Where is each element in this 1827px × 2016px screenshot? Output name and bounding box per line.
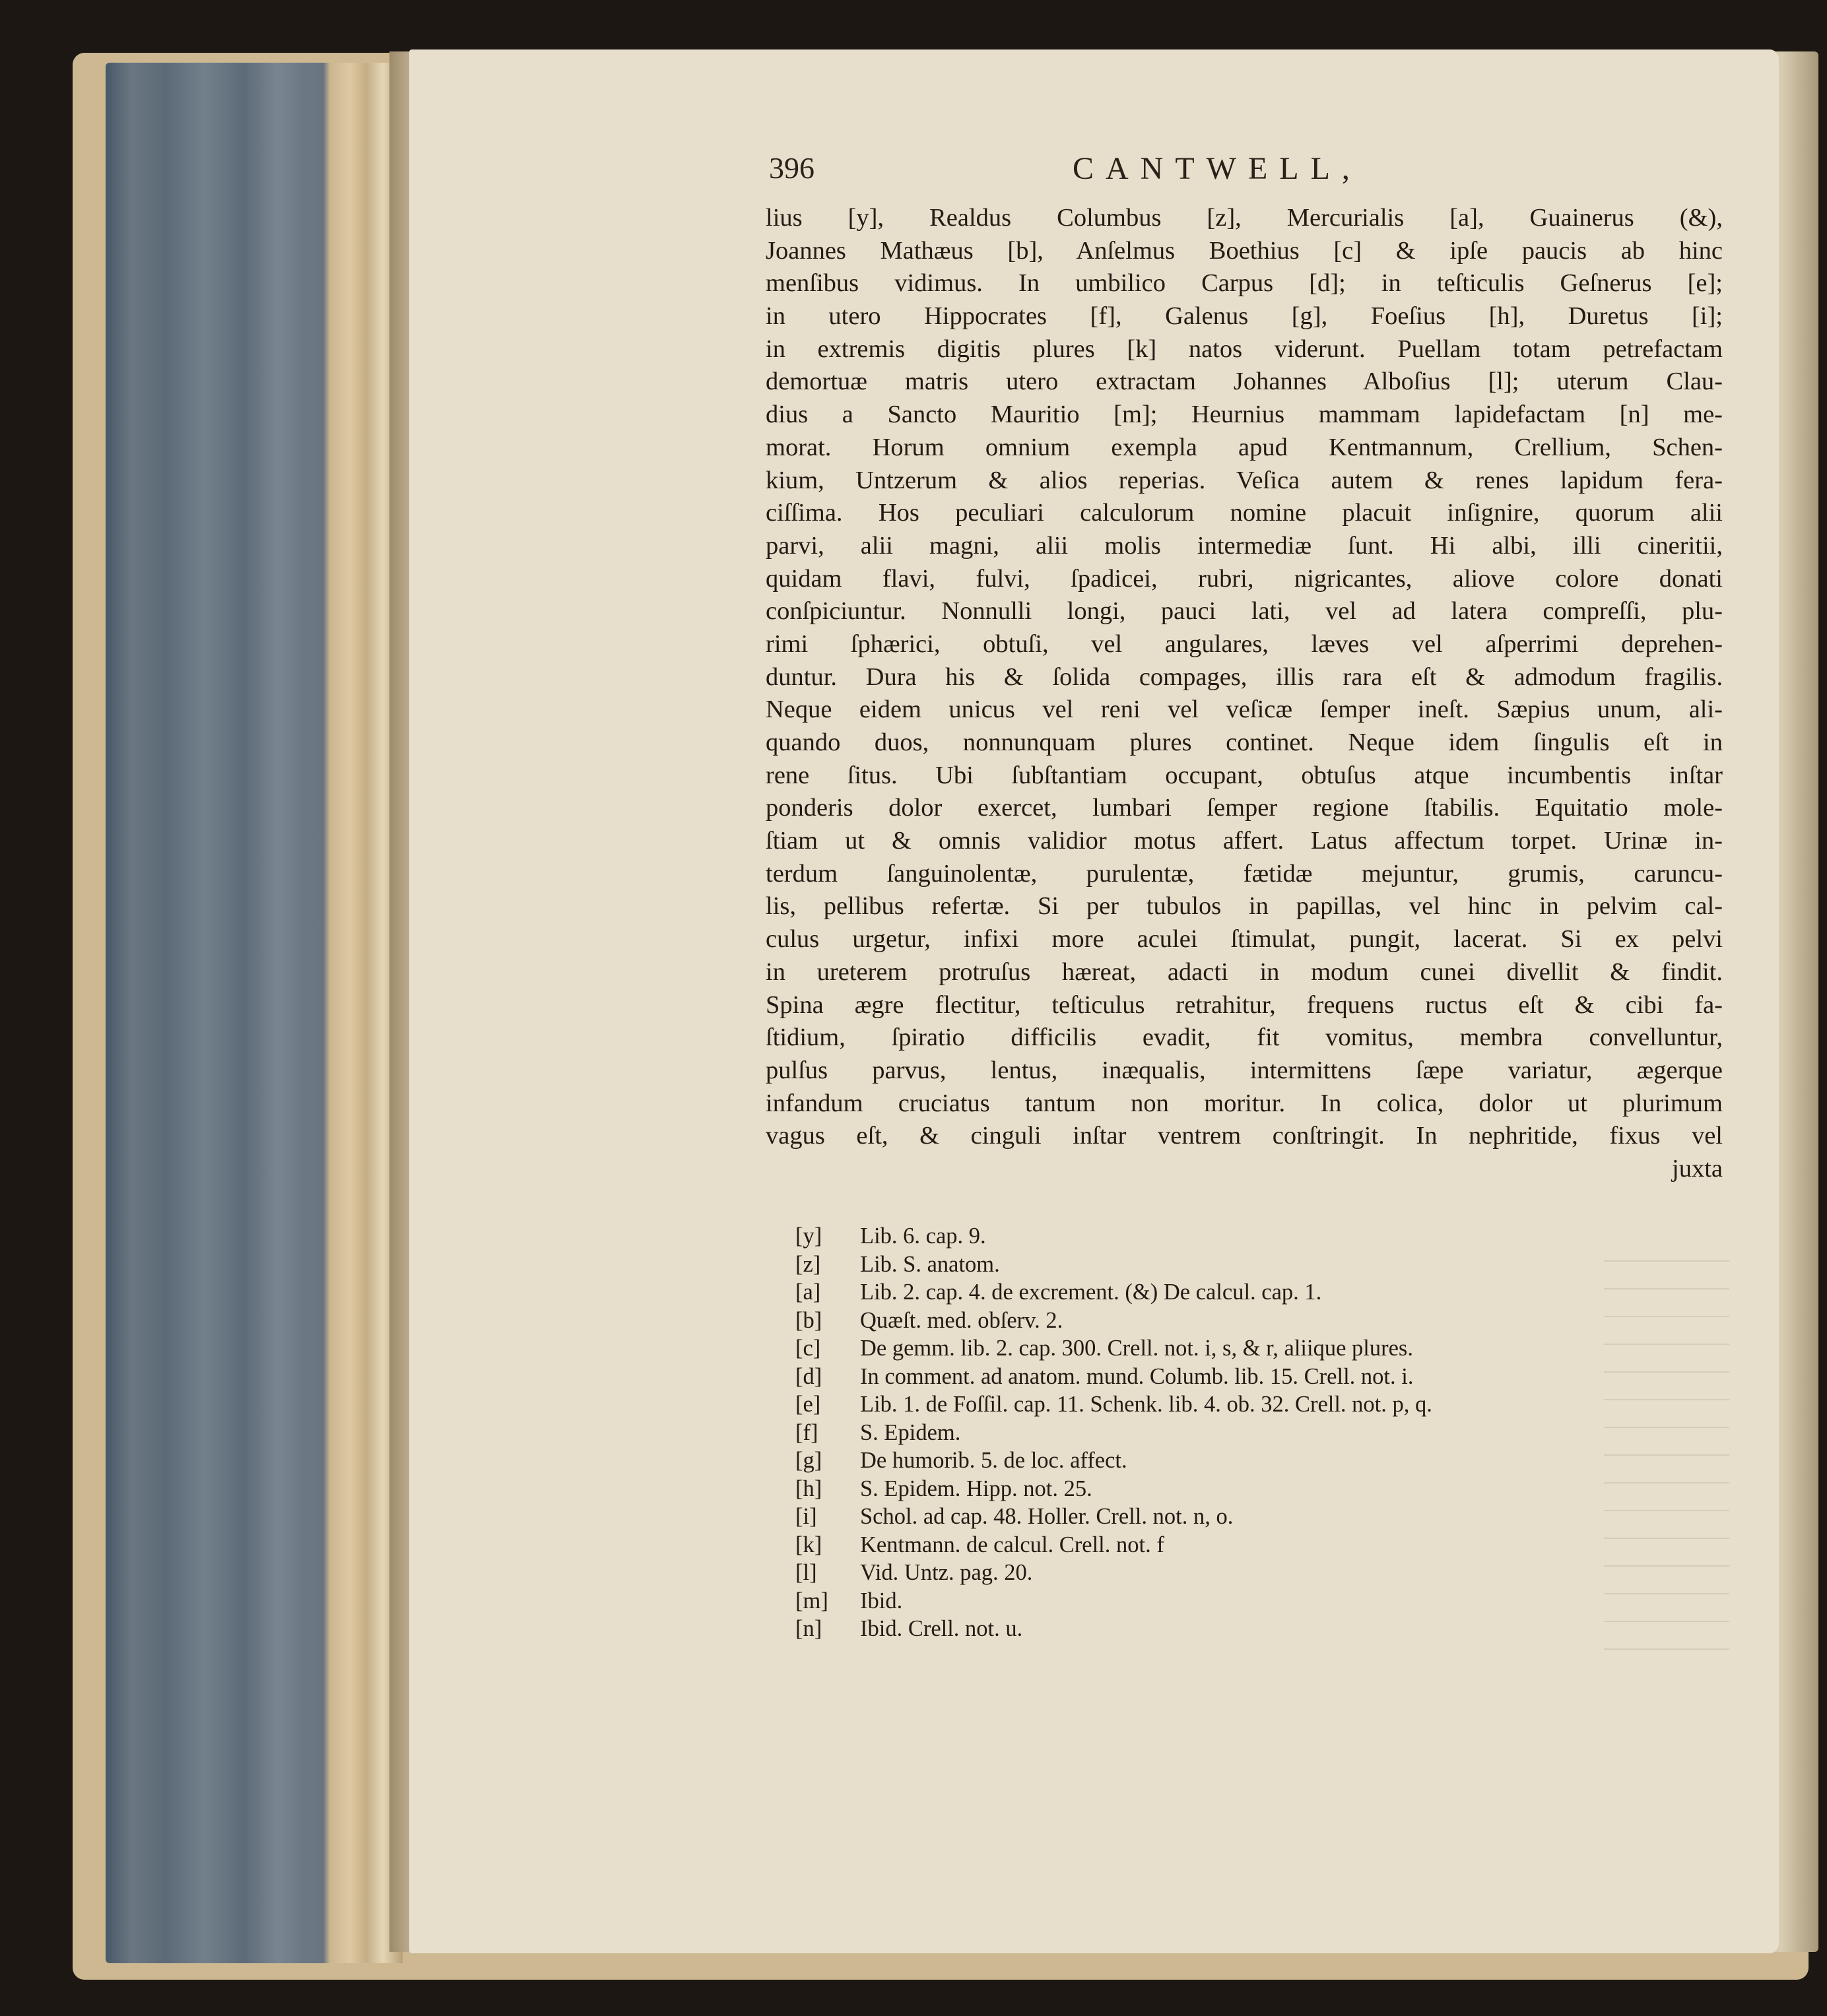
footnote-mark: [f]	[795, 1419, 818, 1445]
text-line: rimi ſphærici, obtuſi, vel angulares, læves vel aſperrimi deprehen-	[766, 630, 1723, 658]
page-edges-block	[106, 63, 403, 1963]
footnote-mark: [g]	[795, 1448, 822, 1473]
footnote-text: Quæſt. med. obſerv. 2.	[860, 1307, 1063, 1333]
footnote-mark: [i]	[795, 1504, 817, 1529]
text-line: Neque eidem unicus vel reni vel veſicæ ſemper ineſt. Sæpius unum, ali-	[766, 696, 1723, 724]
text-line: ponderis dolor exercet, lumbari ſemper regione ſtabilis. Equitatio mole-	[766, 794, 1723, 822]
text-line: vagus eſt, & cinguli inſtar ventrem conſtringit. In nephritide, fixus vel	[766, 1122, 1723, 1150]
footnote	[795, 1531, 1719, 1559]
footnote-mark: [y]	[795, 1223, 822, 1249]
footnote-mark: [l]	[795, 1560, 817, 1585]
text-line: demortuæ matris utero extractam Johannes Alboſius [l]; uterum Clau-	[766, 368, 1723, 396]
footnote-text: In comment. ad anatom. mund. Columb. lib. 15. Crell. not. i.	[860, 1363, 1414, 1389]
running-head	[769, 150, 1726, 197]
footnote-mark: [c]	[795, 1336, 821, 1361]
text-line: pulſus parvus, lentus, inæqualis, intermittens ſæpe variatur, ægerque	[766, 1056, 1723, 1084]
text-line: ſtiam ut & omnis validior motus affert. Latus affectum torpet. Urinæ in-	[766, 827, 1723, 855]
footnote-text: Kentmann. de calcul. Crell. not. f	[860, 1532, 1164, 1557]
footnote-text: De humorib. 5. de loc. affect.	[860, 1448, 1127, 1473]
text-line: rene ſitus. Ubi ſubſtantiam occupant, obtuſus atque incumbentis inſtar	[766, 761, 1723, 789]
text-line: Joannes Mathæus [b], Anſelmus Boethius [c] & ipſe paucis ab hinc	[766, 236, 1723, 265]
footnote-text: De gemm. lib. 2. cap. 300. Crell. not. i, s, & r, aliique plures.	[860, 1336, 1413, 1361]
page-number: 396	[769, 151, 814, 185]
footnote	[795, 1447, 1719, 1475]
footnote	[795, 1390, 1719, 1419]
footnote	[795, 1251, 1719, 1279]
text-line: in extremis digitis plures [k] natos viderunt. Puellam totam petrefactam	[766, 335, 1723, 363]
text-line: culus urgetur, infixi more aculei ſtimulat, pungit, lacerat. Si ex pelvi	[766, 925, 1723, 954]
body-text	[766, 202, 1723, 1186]
footnote-text: Lib. 2. cap. 4. de excrement. (&) De calcul. cap. 1.	[860, 1280, 1322, 1305]
text-line: quidam flavi, fulvi, ſpadicei, rubri, nigricantes, aliove colore donati	[766, 564, 1723, 593]
footnote-text: Schol. ad cap. 48. Holler. Crell. not. n, o.	[860, 1504, 1234, 1529]
footnote-text: Ibid. Crell. not. u.	[860, 1616, 1023, 1641]
text-line: in utero Hippocrates [f], Galenus [g], Foeſius [h], Duretus [i];	[766, 302, 1723, 331]
footnote-text: S. Epidem.	[860, 1419, 961, 1445]
footnote	[795, 1559, 1719, 1587]
text-line: kium, Untzerum & alios reperias. Veſica autem & renes lapidum fera-	[766, 466, 1723, 494]
footnote-mark: [a]	[795, 1280, 821, 1305]
footnote	[795, 1222, 1719, 1251]
footnote-text: Ibid.	[860, 1588, 903, 1613]
footnote	[795, 1307, 1719, 1335]
footnote-mark: [k]	[795, 1532, 822, 1557]
page-title: CANTWELL,	[1073, 151, 1362, 186]
text-line: juxta	[1672, 1154, 1723, 1183]
footnote-text: Lib. 1. de Foſſil. cap. 11. Schenk. lib. 4. ob. 32. Crell. not. p, q.	[860, 1392, 1432, 1417]
footnote-mark: [m]	[795, 1588, 828, 1613]
text-line: morat. Horum omnium exempla apud Kentmannum, Crellium, Schen-	[766, 433, 1723, 461]
text-line: infandum cruciatus tantum non moritur. In colica, dolor ut plurimum	[766, 1089, 1723, 1117]
footnote	[795, 1363, 1719, 1391]
footnote	[795, 1334, 1719, 1363]
text-line: duntur. Dura his & ſolida compages, illis rara eſt & admodum fragilis.	[766, 663, 1723, 691]
footnote	[795, 1475, 1719, 1503]
text-line: ciſſima. Hos peculiari calculorum nomine placuit inſignire, quorum alii	[766, 499, 1723, 527]
footnote	[795, 1278, 1719, 1307]
footnote-mark: [z]	[795, 1251, 821, 1277]
text-line: menſibus vidimus. In umbilico Carpus [d]; in teſticulis Geſnerus [e];	[766, 269, 1723, 298]
footnote-mark: [n]	[795, 1616, 822, 1641]
text-line: quando duos, nonnunquam plures continet. Neque idem ſingulis eſt in	[766, 729, 1723, 756]
text-line: Spina ægre flectitur, teſticulus retrahitur, frequens ructus eſt & cibi fa-	[766, 991, 1723, 1019]
text-line: lis, pellibus refertæ. Si per tubulos in papillas, vel hinc in pelvim cal-	[766, 892, 1723, 921]
text-line: terdum ſanguinolentæ, purulentæ, fætidæ mejuntur, grumis, caruncu-	[766, 859, 1723, 888]
footnote-mark: [h]	[795, 1476, 822, 1501]
show-through-text	[1604, 1260, 1729, 1656]
footnotes	[795, 1222, 1719, 1643]
text-line: parvi, alii magni, alii molis intermediæ ſunt. Hi albi, illi cineritii,	[766, 531, 1723, 560]
footnote-text: Vid. Untz. pag. 20.	[860, 1560, 1033, 1585]
footnote-text: S. Epidem. Hipp. not. 25.	[860, 1476, 1092, 1501]
text-line: ſtidium, ſpiratio difficilis evadit, fit vomitus, membra convelluntur,	[766, 1024, 1723, 1052]
text-line: in ureterem protruſus hæreat, adacti in modum cunei divellit & findit.	[766, 958, 1723, 986]
footnote-mark: [e]	[795, 1392, 821, 1417]
footnote-text: Lib. S. anatom.	[860, 1251, 1000, 1277]
footnote-mark: [b]	[795, 1307, 822, 1333]
footnote	[795, 1419, 1719, 1447]
text-line: conſpiciuntur. Nonnulli longi, pauci lati, vel ad latera compreſſi, plu-	[766, 597, 1723, 626]
footnote	[795, 1587, 1719, 1615]
text-line: dius a Sancto Mauritio [m]; Heurnius mammam lapidefactam [n] me-	[766, 401, 1723, 429]
text-line: lius [y], Realdus Columbus [z], Mercurialis [a], Guainerus (&),	[766, 204, 1723, 232]
footnote	[795, 1503, 1719, 1531]
footnote-mark: [d]	[795, 1363, 822, 1389]
footnote-text: Lib. 6. cap. 9.	[860, 1223, 986, 1249]
footnote	[795, 1615, 1719, 1643]
